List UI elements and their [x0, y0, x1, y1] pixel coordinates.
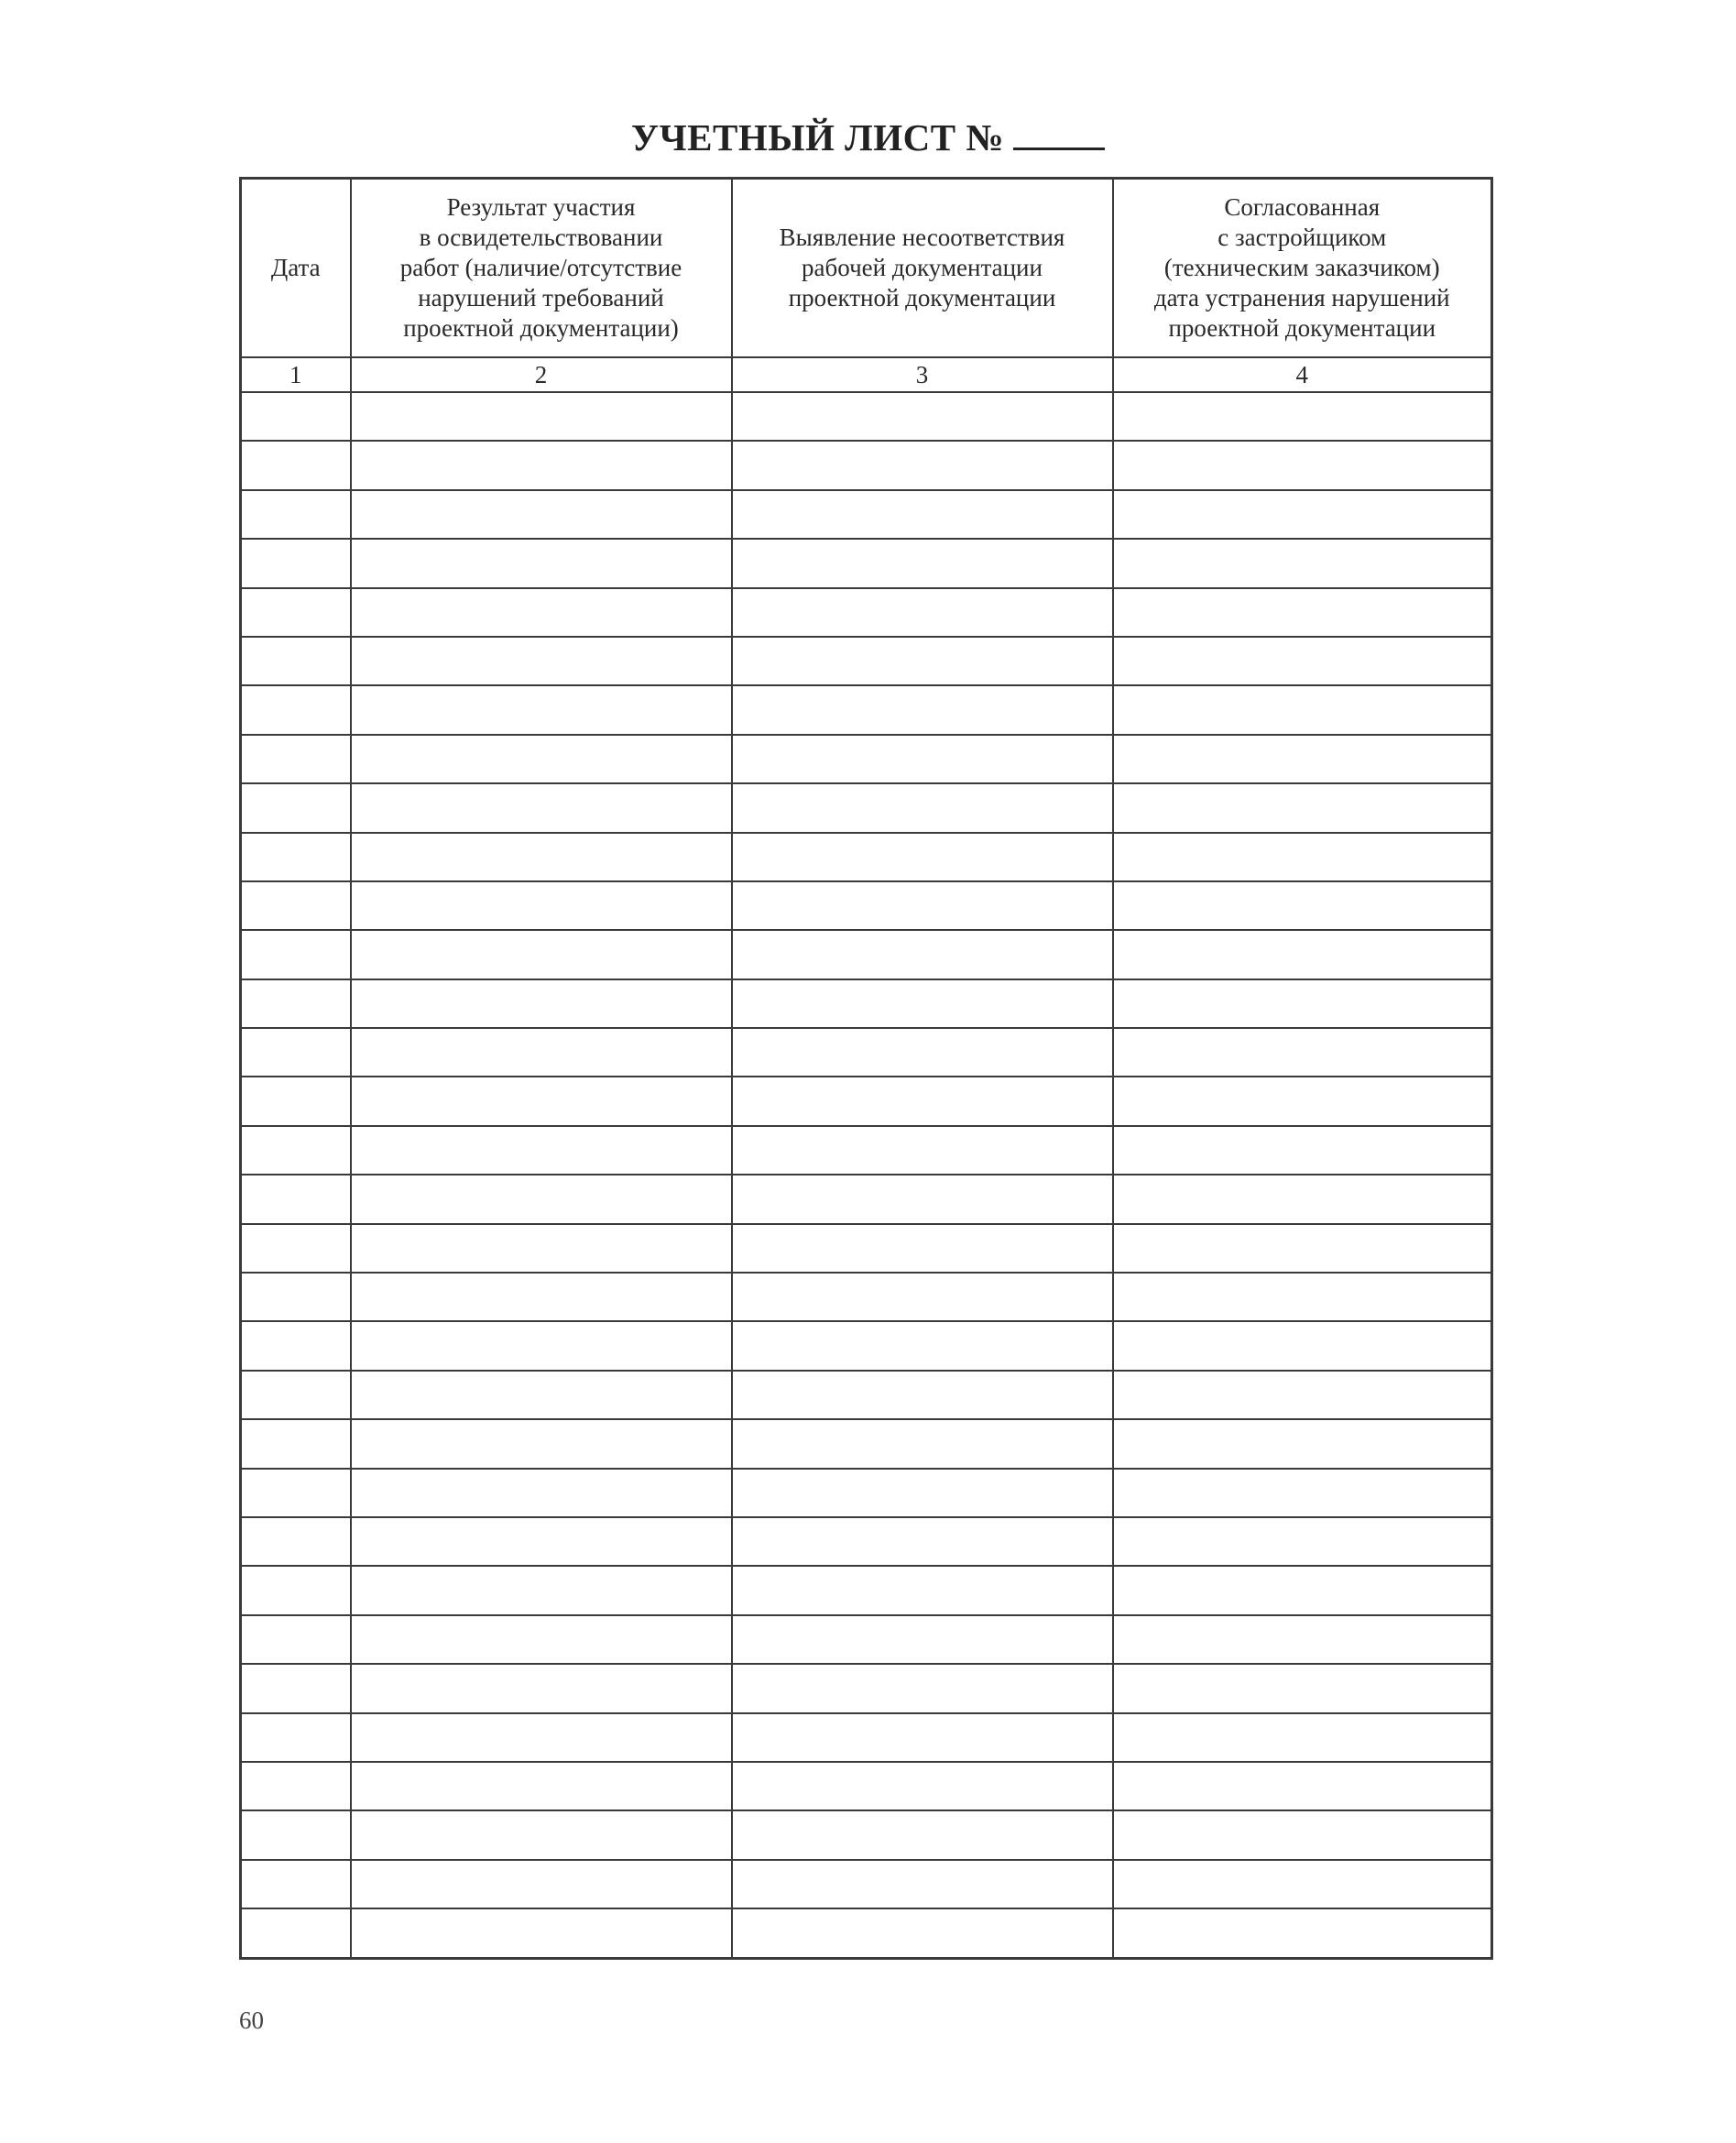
date-cell[interactable] — [241, 685, 351, 734]
inspection-result-cell[interactable] — [351, 1517, 732, 1566]
inspection-result-cell[interactable] — [351, 833, 732, 881]
table-row — [241, 979, 1492, 1028]
inspection-result-cell[interactable] — [351, 441, 732, 489]
nonconformity-cell[interactable] — [732, 1028, 1113, 1077]
inspection-result-cell[interactable] — [351, 1028, 732, 1077]
nonconformity-cell[interactable] — [732, 1908, 1113, 1958]
date-cell[interactable] — [241, 1273, 351, 1321]
inspection-result-cell[interactable] — [351, 1908, 732, 1958]
inspection-result-cell[interactable] — [351, 392, 732, 441]
inspection-result-cell[interactable] — [351, 1273, 732, 1321]
inspection-result-cell[interactable] — [351, 1224, 732, 1273]
date-cell[interactable] — [241, 1028, 351, 1077]
nonconformity-cell[interactable] — [732, 1077, 1113, 1125]
date-cell[interactable] — [241, 441, 351, 489]
table-row — [241, 930, 1492, 979]
date-cell[interactable] — [241, 735, 351, 783]
inspection-result-cell[interactable] — [351, 1664, 732, 1712]
inspection-result-cell[interactable] — [351, 881, 732, 930]
table-row — [241, 1175, 1492, 1223]
table-row — [241, 1860, 1492, 1908]
table-row — [241, 637, 1492, 685]
nonconformity-cell[interactable] — [732, 1810, 1113, 1859]
agreed-fix-date-cell[interactable] — [1113, 588, 1492, 637]
date-cell[interactable] — [241, 1860, 351, 1908]
table-row — [241, 588, 1492, 637]
table-row — [241, 1664, 1492, 1712]
date-cell[interactable] — [241, 1908, 351, 1958]
table-row — [241, 1273, 1492, 1321]
table-row — [241, 1126, 1492, 1175]
nonconformity-cell[interactable] — [732, 588, 1113, 637]
date-cell[interactable] — [241, 588, 351, 637]
agreed-fix-date-cell[interactable] — [1113, 783, 1492, 832]
agreed-fix-date-cell[interactable] — [1113, 1321, 1492, 1370]
table-row — [241, 881, 1492, 930]
table-row — [241, 392, 1492, 441]
table-row — [241, 1810, 1492, 1859]
inspection-result-cell[interactable] — [351, 979, 732, 1028]
agreed-fix-date-cell[interactable] — [1113, 979, 1492, 1028]
date-cell[interactable] — [241, 1175, 351, 1223]
agreed-fix-date-cell[interactable] — [1113, 1126, 1492, 1175]
nonconformity-cell[interactable] — [732, 1566, 1113, 1614]
nonconformity-cell[interactable] — [732, 685, 1113, 734]
table-row — [241, 1566, 1492, 1614]
date-cell[interactable] — [241, 1664, 351, 1712]
table-row — [241, 1224, 1492, 1273]
table-row — [241, 833, 1492, 881]
record-table — [239, 177, 1493, 1960]
nonconformity-cell[interactable] — [732, 1175, 1113, 1223]
table-row — [241, 1419, 1492, 1468]
header-date: Дата — [241, 179, 351, 358]
agreed-fix-date-cell[interactable] — [1113, 490, 1492, 539]
table-row — [241, 1615, 1492, 1664]
nonconformity-cell[interactable] — [732, 735, 1113, 783]
agreed-fix-date-cell[interactable] — [1113, 1175, 1492, 1223]
table-row — [241, 1077, 1492, 1125]
agreed-fix-date-cell[interactable] — [1113, 1469, 1492, 1517]
nonconformity-cell[interactable] — [732, 1321, 1113, 1370]
agreed-fix-date-cell[interactable] — [1113, 1908, 1492, 1958]
header-nonconformity: Выявление несоответствия рабочей документации проектной документации — [732, 179, 1113, 358]
date-cell[interactable] — [241, 539, 351, 587]
inspection-result-cell[interactable] — [351, 490, 732, 539]
nonconformity-cell[interactable] — [732, 1419, 1113, 1468]
inspection-result-cell[interactable] — [351, 1371, 732, 1419]
date-cell[interactable] — [241, 930, 351, 979]
date-cell[interactable] — [241, 1810, 351, 1859]
date-cell[interactable] — [241, 833, 351, 881]
date-cell[interactable] — [241, 1469, 351, 1517]
header-inspection-result: Результат участия в освидетельствовании работ (наличие/отсутствие нарушений требований проектной документации) — [351, 179, 732, 358]
date-cell[interactable] — [241, 1321, 351, 1370]
agreed-fix-date-cell[interactable] — [1113, 1273, 1492, 1321]
nonconformity-cell[interactable] — [732, 930, 1113, 979]
agreed-fix-date-cell[interactable] — [1113, 539, 1492, 587]
agreed-fix-date-cell[interactable] — [1113, 735, 1492, 783]
nonconformity-cell[interactable] — [732, 1615, 1113, 1664]
column-number-row — [241, 357, 1492, 392]
table-row — [241, 1028, 1492, 1077]
inspection-result-cell[interactable] — [351, 685, 732, 734]
inspection-result-cell[interactable] — [351, 1175, 732, 1223]
date-cell[interactable] — [241, 1371, 351, 1419]
agreed-fix-date-cell[interactable] — [1113, 1077, 1492, 1125]
date-cell[interactable] — [241, 1419, 351, 1468]
column-number: 1 — [241, 357, 351, 392]
nonconformity-cell[interactable] — [732, 1273, 1113, 1321]
inspection-result-cell[interactable] — [351, 1615, 732, 1664]
table-row — [241, 1713, 1492, 1762]
agreed-fix-date-cell[interactable] — [1113, 1860, 1492, 1908]
table-row — [241, 1908, 1492, 1958]
inspection-result-cell[interactable] — [351, 588, 732, 637]
nonconformity-cell[interactable] — [732, 637, 1113, 685]
nonconformity-cell[interactable] — [732, 1224, 1113, 1273]
date-cell[interactable] — [241, 392, 351, 441]
agreed-fix-date-cell[interactable] — [1113, 1224, 1492, 1273]
nonconformity-cell[interactable] — [732, 979, 1113, 1028]
table-body — [241, 392, 1492, 1958]
header-row — [241, 179, 1492, 358]
nonconformity-cell[interactable] — [732, 1664, 1113, 1712]
inspection-result-cell[interactable] — [351, 1469, 732, 1517]
inspection-result-cell[interactable] — [351, 1762, 732, 1810]
nonconformity-cell[interactable] — [732, 881, 1113, 930]
inspection-result-cell[interactable] — [351, 783, 732, 832]
table-row — [241, 1762, 1492, 1810]
table-row — [241, 1371, 1492, 1419]
date-cell[interactable] — [241, 490, 351, 539]
date-cell[interactable] — [241, 979, 351, 1028]
date-cell[interactable] — [241, 1517, 351, 1566]
nonconformity-cell[interactable] — [732, 1371, 1113, 1419]
agreed-fix-date-cell[interactable] — [1113, 1762, 1492, 1810]
agreed-fix-date-cell[interactable] — [1113, 1713, 1492, 1762]
nonconformity-cell[interactable] — [732, 1713, 1113, 1762]
sheet-title-text: УЧЕТНЫЙ ЛИСТ № — [630, 116, 1004, 159]
date-cell[interactable] — [241, 1077, 351, 1125]
inspection-result-cell[interactable] — [351, 539, 732, 587]
nonconformity-cell[interactable] — [732, 1469, 1113, 1517]
inspection-result-cell[interactable] — [351, 1566, 732, 1614]
nonconformity-cell[interactable] — [732, 392, 1113, 441]
inspection-result-cell[interactable] — [351, 1860, 732, 1908]
date-cell[interactable] — [241, 637, 351, 685]
table-row — [241, 1517, 1492, 1566]
table-row — [241, 441, 1492, 489]
inspection-result-cell[interactable] — [351, 1419, 732, 1468]
agreed-fix-date-cell[interactable] — [1113, 1517, 1492, 1566]
agreed-fix-date-cell[interactable] — [1113, 637, 1492, 685]
table-row — [241, 735, 1492, 783]
page-number: 60 — [239, 2006, 264, 2034]
table-row — [241, 685, 1492, 734]
table-row — [241, 1321, 1492, 1370]
date-cell[interactable] — [241, 881, 351, 930]
date-cell[interactable] — [241, 1224, 351, 1273]
agreed-fix-date-cell[interactable] — [1113, 930, 1492, 979]
agreed-fix-date-cell[interactable] — [1113, 1664, 1492, 1712]
date-cell[interactable] — [241, 1615, 351, 1664]
table-row — [241, 490, 1492, 539]
nonconformity-cell[interactable] — [732, 441, 1113, 489]
agreed-fix-date-cell[interactable] — [1113, 685, 1492, 734]
table-row — [241, 539, 1492, 587]
column-number: 2 — [351, 357, 732, 392]
agreed-fix-date-cell[interactable] — [1113, 441, 1492, 489]
agreed-fix-date-cell[interactable] — [1113, 1419, 1492, 1468]
agreed-fix-date-cell[interactable] — [1113, 1371, 1492, 1419]
inspection-result-cell[interactable] — [351, 735, 732, 783]
nonconformity-cell[interactable] — [732, 1126, 1113, 1175]
inspection-result-cell[interactable] — [351, 1321, 732, 1370]
inspection-result-cell[interactable] — [351, 930, 732, 979]
sheet-title — [0, 115, 1736, 159]
inspection-result-cell[interactable] — [351, 637, 732, 685]
column-number: 3 — [732, 357, 1113, 392]
nonconformity-cell[interactable] — [732, 833, 1113, 881]
date-cell[interactable] — [241, 1126, 351, 1175]
nonconformity-cell[interactable] — [732, 1860, 1113, 1908]
nonconformity-cell[interactable] — [732, 539, 1113, 587]
column-number: 4 — [1113, 357, 1492, 392]
nonconformity-cell[interactable] — [732, 490, 1113, 539]
inspection-result-cell[interactable] — [351, 1077, 732, 1125]
agreed-fix-date-cell[interactable] — [1113, 392, 1492, 441]
inspection-result-cell[interactable] — [351, 1810, 732, 1859]
header-agreed-fix-date: Согласованная с застройщиком (техническим заказчиком) дата устранения нарушений проектной документации — [1113, 179, 1492, 358]
date-cell[interactable] — [241, 1713, 351, 1762]
agreed-fix-date-cell[interactable] — [1113, 881, 1492, 930]
date-cell[interactable] — [241, 783, 351, 832]
inspection-result-cell[interactable] — [351, 1713, 732, 1762]
nonconformity-cell[interactable] — [732, 1762, 1113, 1810]
inspection-result-cell[interactable] — [351, 1126, 732, 1175]
agreed-fix-date-cell[interactable] — [1113, 1615, 1492, 1664]
agreed-fix-date-cell[interactable] — [1113, 1566, 1492, 1614]
nonconformity-cell[interactable] — [732, 1517, 1113, 1566]
sheet-number-blank[interactable] — [1013, 115, 1105, 150]
table-row — [241, 1469, 1492, 1517]
agreed-fix-date-cell[interactable] — [1113, 1028, 1492, 1077]
table-row — [241, 783, 1492, 832]
date-cell[interactable] — [241, 1762, 351, 1810]
agreed-fix-date-cell[interactable] — [1113, 1810, 1492, 1859]
nonconformity-cell[interactable] — [732, 783, 1113, 832]
date-cell[interactable] — [241, 1566, 351, 1614]
agreed-fix-date-cell[interactable] — [1113, 833, 1492, 881]
